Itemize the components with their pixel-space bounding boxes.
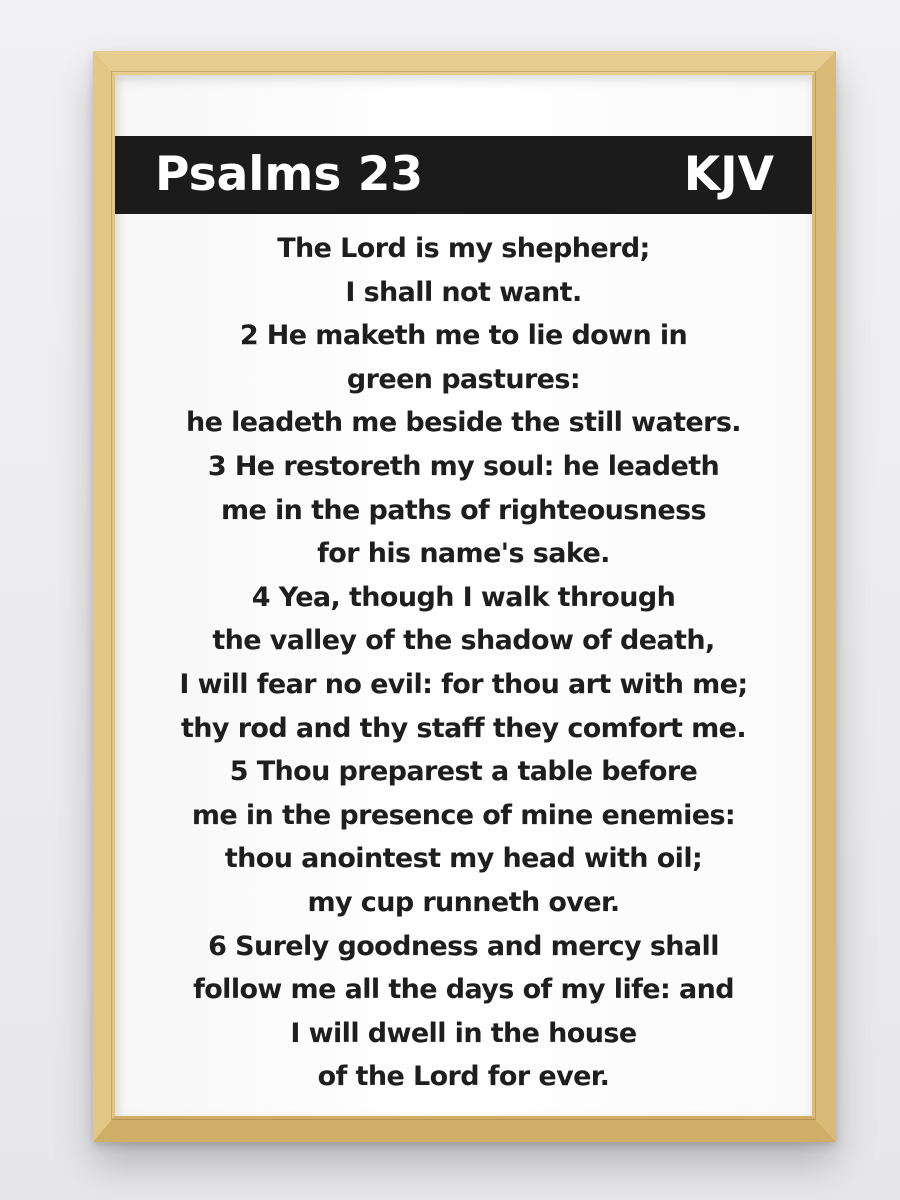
verse-line: 5 Thou preparest a table before xyxy=(229,756,698,788)
verse-line: for his name's sake. xyxy=(317,538,610,570)
verse-line: follow me all the days of my life: and xyxy=(193,974,734,1006)
verse-line: me in the presence of mine enemies: xyxy=(191,799,736,831)
verse-line: 2 He maketh me to lie down in xyxy=(239,320,688,352)
verse-line: my cup runneth over. xyxy=(307,886,620,918)
verse-line: green pastures: xyxy=(346,363,581,395)
verse-line: I shall not want. xyxy=(345,276,582,308)
poster-header-bar xyxy=(115,136,812,214)
poster-title: Psalms 23 xyxy=(155,147,424,202)
poster-frame xyxy=(93,51,836,1142)
verse-line: me in the paths of righteousness xyxy=(220,494,707,526)
verse-line: 3 He restoreth my soul: he leadeth xyxy=(207,450,720,482)
verse-line: of the Lord for ever. xyxy=(317,1061,610,1093)
verse-line: I will dwell in the house xyxy=(290,1017,637,1049)
verse-line: The Lord is my shepherd; xyxy=(277,233,650,264)
verse-line: thy rod and thy staff they comfort me. xyxy=(180,712,747,744)
verse-line: thou anointest my head with oil; xyxy=(224,843,703,875)
verse-line: the valley of the shadow of death, xyxy=(212,625,715,657)
verse-line: I will fear no evil: for thou art with me; xyxy=(179,668,748,700)
verse-line: 6 Surely goodness and mercy shall xyxy=(208,930,719,962)
bible-version-label: KJV xyxy=(683,147,774,202)
poster-canvas xyxy=(115,75,812,1116)
psalm-verse-text xyxy=(115,227,812,1099)
verse-line: 4 Yea, though I walk through xyxy=(251,581,676,613)
verse-line: he leadeth me beside the still waters. xyxy=(186,407,741,439)
